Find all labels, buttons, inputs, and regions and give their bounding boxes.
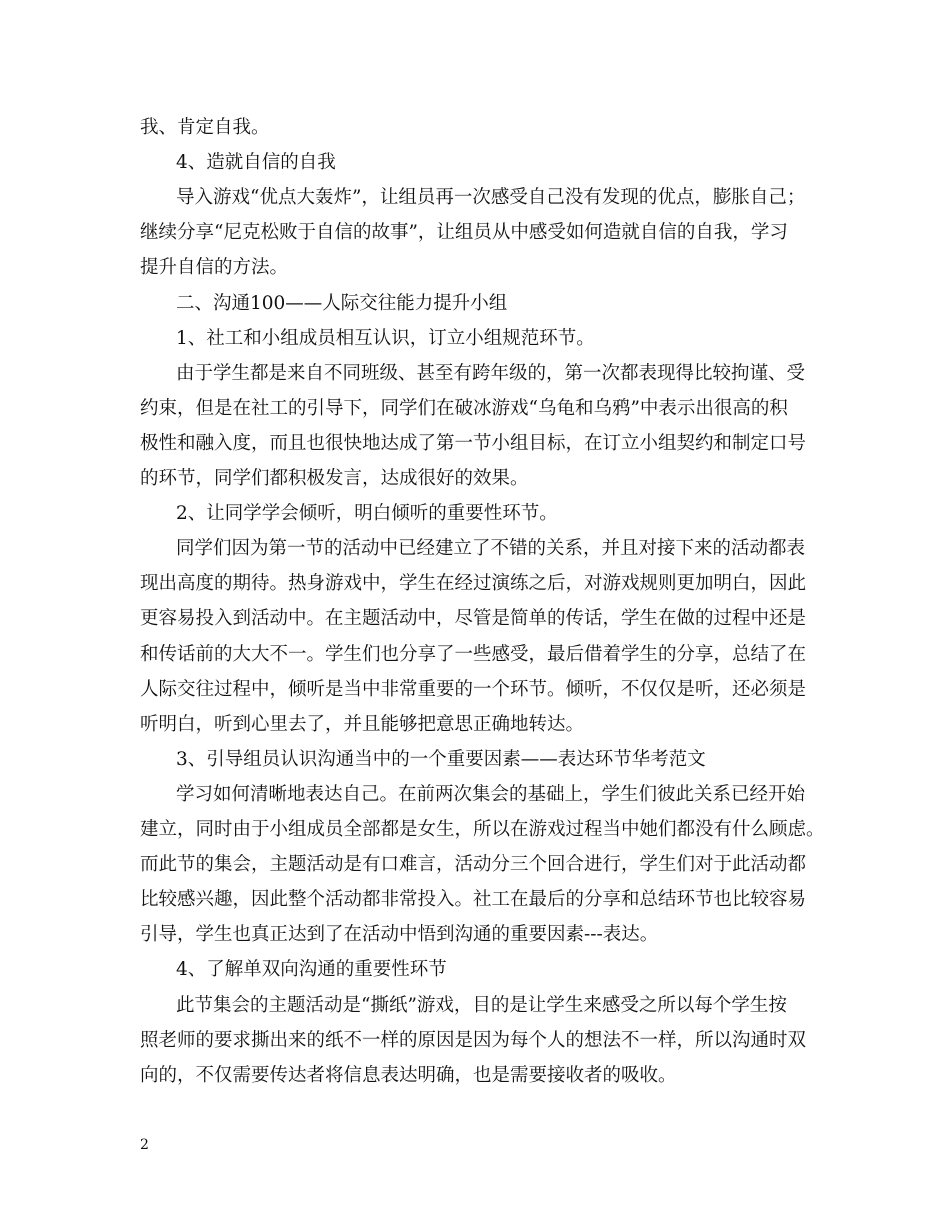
text-line: 由于学生都是来自不同班级、甚至有跨年级的，第一次都表现得比较拘谨、受 xyxy=(176,362,806,384)
text-line: 照老师的要求撕出来的纸不一样的原因是因为每个人的想法不一样，所以沟通时双 xyxy=(140,1029,807,1051)
text-line: 而此节的集会，主题活动是有口难言，活动分三个回合进行，学生们对于此活动都 xyxy=(140,854,807,876)
text-line: 更容易投入到活动中。在主题活动中，尽管是简单的传话，学生在做的过程中还是 xyxy=(140,608,807,630)
text-line: 和传话前的大大不一。学生们也分享了一些感受，最后借着学生的分享，总结了在 xyxy=(140,643,807,665)
text-line: 导入游戏“优点大轰炸”，让组员再一次感受自己没有发现的优点，膨胀自己； xyxy=(176,187,806,209)
text-line: 我、肯定自我。 xyxy=(140,117,270,138)
text-line: 人际交往过程中，倾听是当中非常重要的一个环节。倾听，不仅仅是听，还必须是 xyxy=(140,678,807,700)
text-line: 4、造就自信的自我 xyxy=(176,152,336,174)
text-line: 4、了解单双向沟通的重要性环节 xyxy=(176,959,447,981)
text-line: 2、让同学学会倾听，明白倾听的重要性环节。 xyxy=(176,503,558,525)
text-line: 提升自信的方法。 xyxy=(140,257,289,279)
text-line: 听明白，听到心里去了，并且能够把意思正确地转达。 xyxy=(140,713,585,735)
text-line: 比较感兴趣，因此整个活动都非常投入。社工在最后的分享和总结环节也比较容易 xyxy=(140,889,807,911)
text-line: 极性和融入度，而且也很快地达成了第一节小组目标，在订立小组契约和制定口号 xyxy=(140,432,807,454)
text-line: 继续分享“尼克松败于自信的故事”，让组员从中感受如何造就自信的自我，学习 xyxy=(140,222,788,244)
text-line: 约束，但是在社工的引导下，同学们在破冰游戏“乌龟和乌鸦”中表示出很高的积 xyxy=(140,397,788,419)
text-line: 此节集会的主题活动是“撕纸”游戏，目的是让学生来感受之所以每个学生按 xyxy=(176,994,787,1016)
text-line: 向的，不仅需要传达者将信息表达明确，也是需要接收者的吸收。 xyxy=(140,1064,677,1086)
text-line: 引导，学生也真正达到了在活动中悟到沟通的重要因素---表达。 xyxy=(140,924,659,946)
text-line: 3、引导组员认识沟通当中的一个重要因素——表达环节华考范文 xyxy=(176,748,706,770)
text-line: 同学们因为第一节的活动中已经建立了不错的关系，并且对接下来的活动都表 xyxy=(176,538,806,560)
text-line: 1、社工和小组成员相互认识，订立小组规范环节。 xyxy=(176,327,595,349)
text-line: 现出高度的期待。热身游戏中，学生在经过演练之后，对游戏规则更加明白，因此 xyxy=(140,573,807,595)
text-line: 建立，同时由于小组成员全部都是女生，所以在游戏过程当中她们都没有什么顾虑。 xyxy=(140,819,825,840)
text-line: 二、沟通100——人际交往能力提升小组 xyxy=(176,292,508,314)
page-number: 2 xyxy=(140,1137,149,1153)
text-line: 学习如何清晰地表达自己。在前两次集会的基础上，学生们彼此关系已经开始 xyxy=(176,783,806,805)
text-line: 的环节，同学们都积极发言，达成很好的效果。 xyxy=(140,468,529,489)
